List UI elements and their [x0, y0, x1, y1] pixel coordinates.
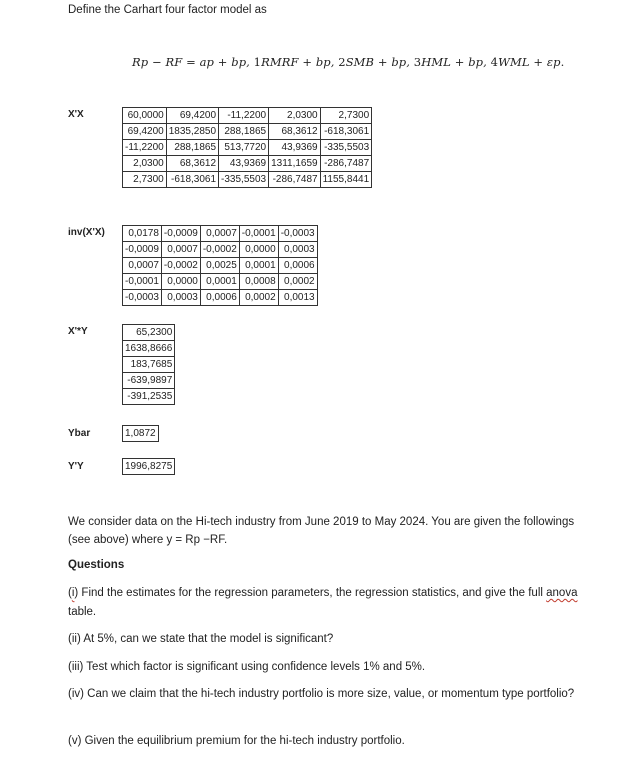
yty-label: Y'Y	[68, 461, 84, 472]
question-2: (ii) At 5%, can we state that the model is significant?	[68, 633, 334, 645]
matrix-cell: 69,4200	[123, 124, 167, 140]
formula-term: +	[450, 55, 469, 69]
formula-term: 3	[413, 55, 422, 69]
matrix-cell: -0,0003	[278, 226, 317, 242]
formula-term: ap	[199, 55, 214, 69]
formula-term: WML	[498, 55, 530, 69]
formula-lhs: Rp − RF	[132, 55, 183, 69]
formula-term: +	[213, 55, 232, 69]
matrix-cell: 68,3612	[166, 156, 218, 172]
carhart-formula	[132, 55, 564, 69]
matrix-cell: 69,4200	[166, 108, 218, 124]
question-1	[68, 584, 588, 622]
matrix-row	[123, 172, 372, 188]
matrix-row	[123, 373, 175, 389]
question-3: (iii) Test which factor is significant using confidence levels 1% and 5%.	[68, 661, 426, 673]
matrix-cell: -618,3061	[166, 172, 218, 188]
matrix-cell: 1638,8666	[123, 341, 175, 357]
question-5: (v) Given the equilibrium premium for the hi-tech industry portfolio.	[68, 735, 405, 747]
matrix-cell: 2,0300	[123, 156, 167, 172]
matrix-cell: 0,0006	[200, 290, 239, 306]
inv-xtx-label: inv(X'X)	[68, 227, 105, 238]
matrix-row	[123, 156, 372, 172]
ybar-label: Ybar	[68, 428, 91, 439]
matrix-row	[123, 108, 372, 124]
matrix-cell: 1996,8275	[123, 459, 175, 475]
context-paragraph: We consider data on the Hi-tech industry from June 2019 to May 2024. You are given the followings (see above) where y = Rp −RF.	[68, 516, 575, 546]
matrix-cell: -286,7487	[269, 172, 321, 188]
matrix-cell: -0,0002	[161, 258, 200, 274]
q1-anova-word: anova	[546, 587, 578, 599]
matrix-cell: 0,0002	[278, 274, 317, 290]
formula-term: +	[374, 55, 392, 69]
matrix-cell: 0,0003	[278, 242, 317, 258]
matrix-row	[123, 258, 318, 274]
matrix-cell: -0,0009	[161, 226, 200, 242]
matrix-cell: 0,0008	[239, 274, 278, 290]
matrix-cell: -335,5503	[219, 172, 269, 188]
formula-term: bp,	[468, 55, 491, 69]
matrix-row	[123, 459, 175, 475]
matrix-cell: -0,0001	[239, 226, 278, 242]
question-4: (iv) Can we claim that the hi-tech industry portfolio is more size, value, or momentum type portfolio?	[68, 688, 575, 700]
q1-end: table.	[68, 606, 97, 618]
intro-text: Define the Carhart four factor model as	[68, 4, 267, 16]
formula-term: .	[560, 55, 565, 69]
matrix-row	[123, 325, 175, 341]
matrix-cell: -11,2200	[219, 108, 269, 124]
matrix-cell: 65,2300	[123, 325, 175, 341]
inv-xtx-matrix	[122, 225, 318, 306]
formula-term: 4	[490, 55, 499, 69]
q1-prefix: (	[68, 587, 72, 599]
matrix-row	[123, 226, 318, 242]
matrix-cell: 0,0007	[200, 226, 239, 242]
matrix-cell: -0,0001	[123, 274, 162, 290]
matrix-cell: -639,9897	[123, 373, 175, 389]
formula-eq: =	[182, 55, 200, 69]
formula-term: bp,	[231, 55, 254, 69]
xtx-label: X'X	[68, 109, 84, 120]
matrix-row	[123, 140, 372, 156]
matrix-cell: 1,0872	[123, 426, 159, 442]
matrix-row	[123, 341, 175, 357]
matrix-cell: 60,0000	[123, 108, 167, 124]
matrix-row	[123, 124, 372, 140]
xtx-matrix	[122, 107, 372, 188]
formula-term: bp,	[391, 55, 414, 69]
formula-term: +	[529, 55, 547, 69]
formula-term: bp,	[315, 55, 339, 69]
xty-vector	[122, 324, 175, 405]
formula-term: εp	[546, 55, 561, 69]
matrix-cell: 0,0001	[239, 258, 278, 274]
matrix-cell: -335,5503	[320, 140, 372, 156]
matrix-cell: 0,0025	[200, 258, 239, 274]
matrix-row	[123, 290, 318, 306]
matrix-cell: -0,0003	[123, 290, 162, 306]
q1-number: i	[71, 587, 75, 599]
matrix-cell: 1835,2850	[166, 124, 218, 140]
formula-term: SMB	[345, 55, 375, 69]
matrix-cell: 1155,8441	[320, 172, 372, 188]
ybar-value	[122, 425, 159, 442]
matrix-cell: -0,0002	[200, 242, 239, 258]
matrix-cell: 0,0007	[161, 242, 200, 258]
matrix-cell: 0,0003	[161, 290, 200, 306]
matrix-cell: 2,7300	[123, 172, 167, 188]
matrix-cell: 513,7720	[219, 140, 269, 156]
matrix-cell: 68,3612	[269, 124, 321, 140]
matrix-cell: 2,0300	[269, 108, 321, 124]
matrix-cell: -286,7487	[320, 156, 372, 172]
matrix-cell: 0,0006	[278, 258, 317, 274]
questions-heading: Questions	[68, 559, 125, 571]
matrix-cell: 43,9369	[269, 140, 321, 156]
matrix-cell: 2,7300	[320, 108, 372, 124]
formula-term: +	[298, 55, 316, 69]
formula-term: 1	[253, 55, 262, 69]
matrix-cell: -618,3061	[320, 124, 372, 140]
matrix-cell: 0,0000	[239, 242, 278, 258]
matrix-row	[123, 274, 318, 290]
matrix-cell: 0,0178	[123, 226, 162, 242]
yty-value	[122, 458, 175, 475]
matrix-cell: 1311,1659	[269, 156, 321, 172]
matrix-cell: -11,2200	[123, 140, 167, 156]
matrix-cell: 0,0002	[239, 290, 278, 306]
matrix-cell: 0,0013	[278, 290, 317, 306]
matrix-cell: -0,0009	[123, 242, 162, 258]
formula-term: 2	[338, 55, 346, 69]
matrix-cell: 0,0000	[161, 274, 200, 290]
matrix-row	[123, 242, 318, 258]
matrix-cell: 183,7685	[123, 357, 175, 373]
q1-text: ) Find the estimates for the regression parameters, the regression statistics, and give the full	[74, 587, 547, 599]
matrix-cell: 43,9369	[219, 156, 269, 172]
matrix-cell: 288,1865	[219, 124, 269, 140]
formula-term: HML	[421, 55, 451, 69]
matrix-row	[123, 389, 175, 405]
formula-term: RMRF	[261, 55, 299, 69]
matrix-row	[123, 357, 175, 373]
matrix-cell: 0,0001	[200, 274, 239, 290]
matrix-cell: 288,1865	[166, 140, 218, 156]
xty-label: X'*Y	[68, 326, 88, 337]
matrix-cell: -391,2535	[123, 389, 175, 405]
matrix-row	[123, 426, 159, 442]
matrix-cell: 0,0007	[123, 258, 162, 274]
